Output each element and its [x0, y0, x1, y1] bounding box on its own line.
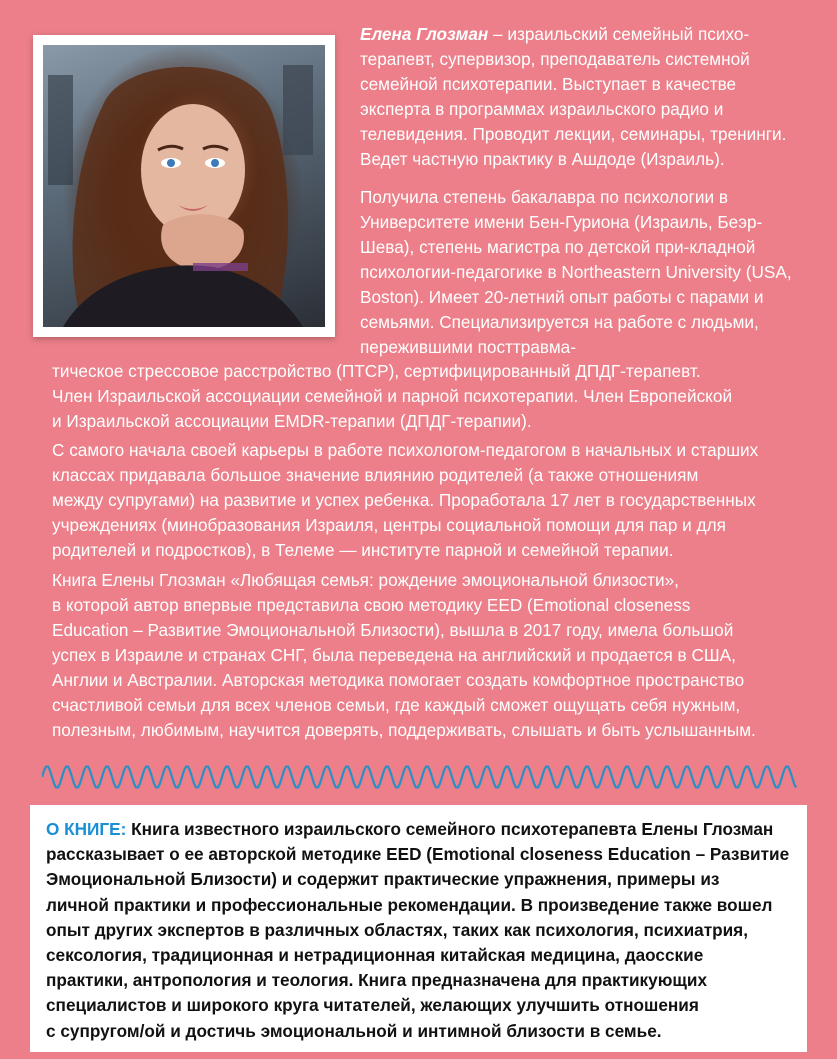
- text-line: Член Израильской ассоциации семейной и парной психотерапии. Член Европейской: [52, 386, 733, 406]
- about-book-box: [30, 805, 807, 1052]
- wave-divider: [42, 762, 802, 792]
- text-line: рассказывает о ее авторской методике EED (Emotional closeness Education – Развитие: [46, 844, 790, 865]
- bio-p1-text: – израильский семейный психо-терапевт, супервизор, преподаватель системной семейной психотерапии. Выступает в качестве эксперта в программах израильского радио и телевидения. Проводит лекции, семинары, тренинги. Ведет частную практику в Ашдоде (Израиль).: [360, 24, 787, 169]
- author-bio-top: [360, 22, 800, 360]
- text-line: опыт других экспертов в различных областях, таких как психология, психиатрия,: [46, 919, 748, 940]
- author-name: Елена Глозман: [360, 24, 489, 44]
- text-line: специалистов и широкого круга читателей, желающих улучшить отношения: [46, 995, 699, 1016]
- text-line: Education – Развитие Эмоциональной Близости), вышла в 2017 году, имела большой: [52, 620, 734, 640]
- text-line: классах придавала большое значение влиянию родителей (а также отношениям: [52, 465, 699, 485]
- bio-paragraph-2-rest: [52, 359, 797, 434]
- career-paragraph: [52, 438, 797, 563]
- text-line: практики, антропология и теология. Книга предназначена для практикующих: [46, 970, 708, 991]
- text-line: счастливой семьи для всех членов семьи, где каждый сможет ощущать себя нужным,: [52, 695, 741, 715]
- text-line: [46, 817, 796, 842]
- text-line: тическое стрессовое расстройство (ПТСР), сертифицированный ДПДГ-терапевт.: [52, 361, 701, 381]
- about-book-text: [46, 817, 796, 1044]
- text-line: в которой автор впервые представила свою методику EED (Emotional closeness: [52, 595, 691, 615]
- text-line: личной практики и профессиональные рекомендации. В произведение также вошел: [46, 894, 773, 915]
- text-line: успех в Израиле и странах СНГ, была переведена на английский и продается в США,: [52, 645, 736, 665]
- text-line: учреждениях (минобразования Израиля, центры социальной помощи для пар и для: [52, 515, 726, 535]
- text-line: между супругами) на развитие и успех ребенка. Проработала 17 лет в государственных: [52, 490, 756, 510]
- text-line: полезным, любимым, научится доверять, поддерживать, слышать и быть услышанным.: [52, 720, 756, 740]
- text-line: С самого начала своей карьеры в работе психологом-педагогом в начальных и старших: [52, 440, 759, 460]
- author-photo-frame: [33, 35, 335, 337]
- book-paragraph: [52, 568, 797, 743]
- text-line: сексология, традиционная и нетрадиционная китайская медицина, даосские: [46, 945, 704, 966]
- text-line: Эмоциональной Близости) и содержит практические упражнения, примеры из: [46, 869, 720, 890]
- text-line: Англии и Австралии. Авторская методика помогает создать комфортное пространство: [52, 670, 745, 690]
- text-line: Книга Елены Глозман «Любящая семья: рождение эмоциональной близости»,: [52, 570, 679, 590]
- text-line: родителей и подростков), в Телеме — институте парной и семейной терапии.: [52, 540, 674, 560]
- bio-paragraph-1: [360, 22, 800, 172]
- author-photo: [43, 45, 325, 327]
- text-line: и Израильской ассоциации EMDR-терапии (ДПДГ-терапии).: [52, 411, 532, 431]
- text-line: с супругом/ой и достичь эмоциональной и интимной близости в семье.: [46, 1020, 662, 1041]
- about-label: О КНИГЕ:: [46, 819, 127, 839]
- about-first-line: Книга известного израильского семейного психотерапевта Елены Глозман: [126, 819, 774, 839]
- bio-paragraph-2-top: Получила степень бакалавра по психологии в Университете имени Бен-Гуриона (Израиль, Беэр-Шева), степень магистра по детской при-кладной психологии-педагогике в Northeastern University (USA, Boston). Имеет 20-летний опыт работы с парами и семьями. Специализируется на работе с людьми, пережившими посттравма-: [360, 187, 792, 357]
